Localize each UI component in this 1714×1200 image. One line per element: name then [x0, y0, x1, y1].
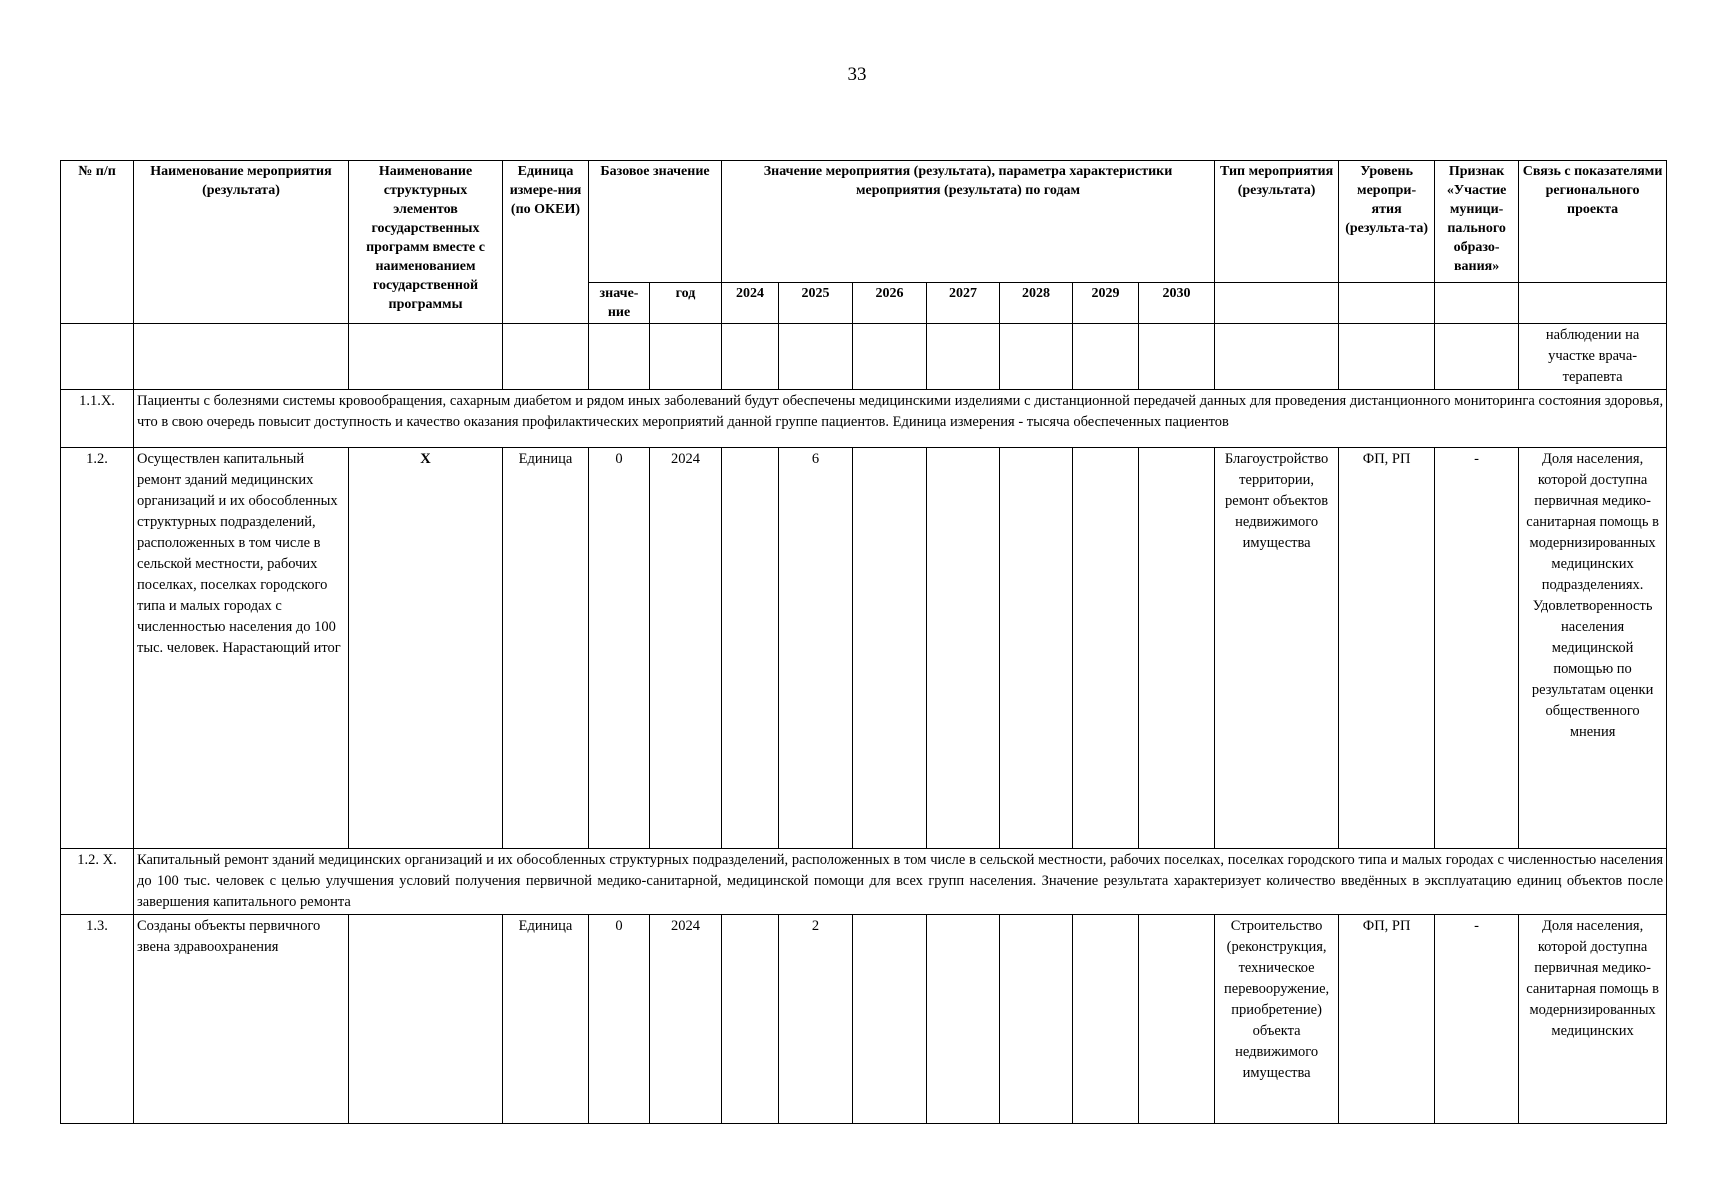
header-base: Базовое значение: [589, 161, 722, 283]
row-1-2-2027: [927, 448, 1000, 849]
row-1-3-sign: -: [1435, 915, 1519, 1124]
header-struct: Наименование структурных элементов государственных программ вместе с наименованием государственной программы: [349, 161, 503, 324]
header-type-empty: [1215, 283, 1339, 324]
section-2-number: 1.2. Х.: [61, 849, 134, 915]
header-year-2026: 2026: [853, 283, 927, 324]
row-1-3-number: 1.3.: [61, 915, 134, 1124]
header-level: Уровень меропри-ятия (результа-та): [1339, 161, 1435, 283]
header-name: Наименование мероприятия (результата): [134, 161, 349, 324]
header-base-year: год: [650, 283, 722, 324]
header-year-2027: 2027: [927, 283, 1000, 324]
row-1-3-name: Созданы объекты первичного звена здравоохранения: [134, 915, 349, 1124]
row-1-3-base-value: 0: [589, 915, 650, 1124]
row-1-2-name: Осуществлен капитальный ремонт зданий медицинских организаций и их обособленных структурных подразделений, расположенных в том числе в сельской местности, рабочих поселках, поселках городского типа и малых городах с численностью населения до 100 тыс. человек. Нарастающий итог: [134, 448, 349, 849]
row-1-3-struct: [349, 915, 503, 1124]
section-row-1: [61, 390, 1667, 448]
header-year-2025: 2025: [779, 283, 853, 324]
section-row-2: [61, 849, 1667, 915]
header-year-2029: 2029: [1073, 283, 1139, 324]
row-1-3-2029: [1073, 915, 1139, 1124]
row-1-2-2025: 6: [779, 448, 853, 849]
table-row: [61, 915, 1667, 1124]
continuation-link-text: наблюдении на участке врача-терапевта: [1519, 324, 1667, 390]
row-1-3-2027: [927, 915, 1000, 1124]
header-sign-empty: [1435, 283, 1519, 324]
row-1-3-type: Строительство (реконструкция, техническое перевооружение, приобретение) объекта недвижимого имущества: [1215, 915, 1339, 1124]
row-1-2-2029: [1073, 448, 1139, 849]
section-1-number: 1.1.Х.: [61, 390, 134, 448]
row-1-2-struct: Х: [349, 448, 503, 849]
row-1-2-sign: -: [1435, 448, 1519, 849]
row-1-2-unit: Единица: [503, 448, 589, 849]
row-1-3-link: Доля населения, которой доступна первичная медико-санитарная помощь в модернизированных медицинских: [1519, 915, 1667, 1124]
row-1-2-link: Доля населения, которой доступна первичная медико-санитарная помощь в модернизированных медицинских подразделениях. Удовлетворенность населения медицинской помощью по результатам оценки общественного мнения: [1519, 448, 1667, 849]
row-1-2-type: Благоустройство территории, ремонт объектов недвижимого имущества: [1215, 448, 1339, 849]
row-1-2-base-value: 0: [589, 448, 650, 849]
row-1-2-number: 1.2.: [61, 448, 134, 849]
header-year-2030: 2030: [1139, 283, 1215, 324]
header-year-2028: 2028: [1000, 283, 1073, 324]
header-base-value: значе-ние: [589, 283, 650, 324]
measures-table: [60, 160, 1667, 1124]
table-row: [61, 448, 1667, 849]
header-link: Связь с показателями регионального проекта: [1519, 161, 1667, 283]
row-1-3-level: ФП, РП: [1339, 915, 1435, 1124]
header-level-empty: [1339, 283, 1435, 324]
row-1-3-unit: Единица: [503, 915, 589, 1124]
header-unit: Единица измере-ния (по ОКЕИ): [503, 161, 589, 324]
section-2-text: Капитальный ремонт зданий медицинских организаций и их обособленных структурных подразделений, расположенных в том числе в сельской местности, рабочих поселках, поселках городского типа и малых городах с численностью населения до 100 тыс. человек с целью улучшения условий получения первичной медико-санитарной, медицинской помощи для всех групп населения. Значение результата характеризует количество введённых в эксплуатацию единиц объектов после завершения капитального ремонта: [134, 849, 1667, 915]
row-1-3-2025: 2: [779, 915, 853, 1124]
row-1-2-level: ФП, РП: [1339, 448, 1435, 849]
row-1-3-2024: [722, 915, 779, 1124]
header-num: № п/п: [61, 161, 134, 324]
row-1-3-2030: [1139, 915, 1215, 1124]
row-1-2-2030: [1139, 448, 1215, 849]
page-number: 33: [847, 64, 867, 85]
row-1-3-base-year: 2024: [650, 915, 722, 1124]
row-1-2-2024: [722, 448, 779, 849]
row-1-2-2028: [1000, 448, 1073, 849]
row-1-2-base-year: 2024: [650, 448, 722, 849]
continuation-row: [61, 324, 1667, 390]
header-values-title: Значение мероприятия (результата), параметра характеристики мероприятия (результата) по годам: [722, 161, 1215, 283]
header-year-2024: 2024: [722, 283, 779, 324]
header-type: Тип мероприятия (результата): [1215, 161, 1339, 283]
section-1-text: Пациенты с болезнями системы кровообращения, сахарным диабетом и рядом иных заболеваний будут обеспечены медицинскими изделиями с дистанционной передачей данных для проведения дистанционного мониторинга состояния здоровья, что в свою очередь повысит доступность и качество оказания профилактических мероприятий данной группе пациентов. Единица измерения - тысяча обеспеченных пациентов: [134, 390, 1667, 448]
row-1-3-2026: [853, 915, 927, 1124]
row-1-2-2026: [853, 448, 927, 849]
row-1-3-2028: [1000, 915, 1073, 1124]
header-link-empty: [1519, 283, 1667, 324]
header-sign: Признак «Участие муници-пального образо-вания»: [1435, 161, 1519, 283]
